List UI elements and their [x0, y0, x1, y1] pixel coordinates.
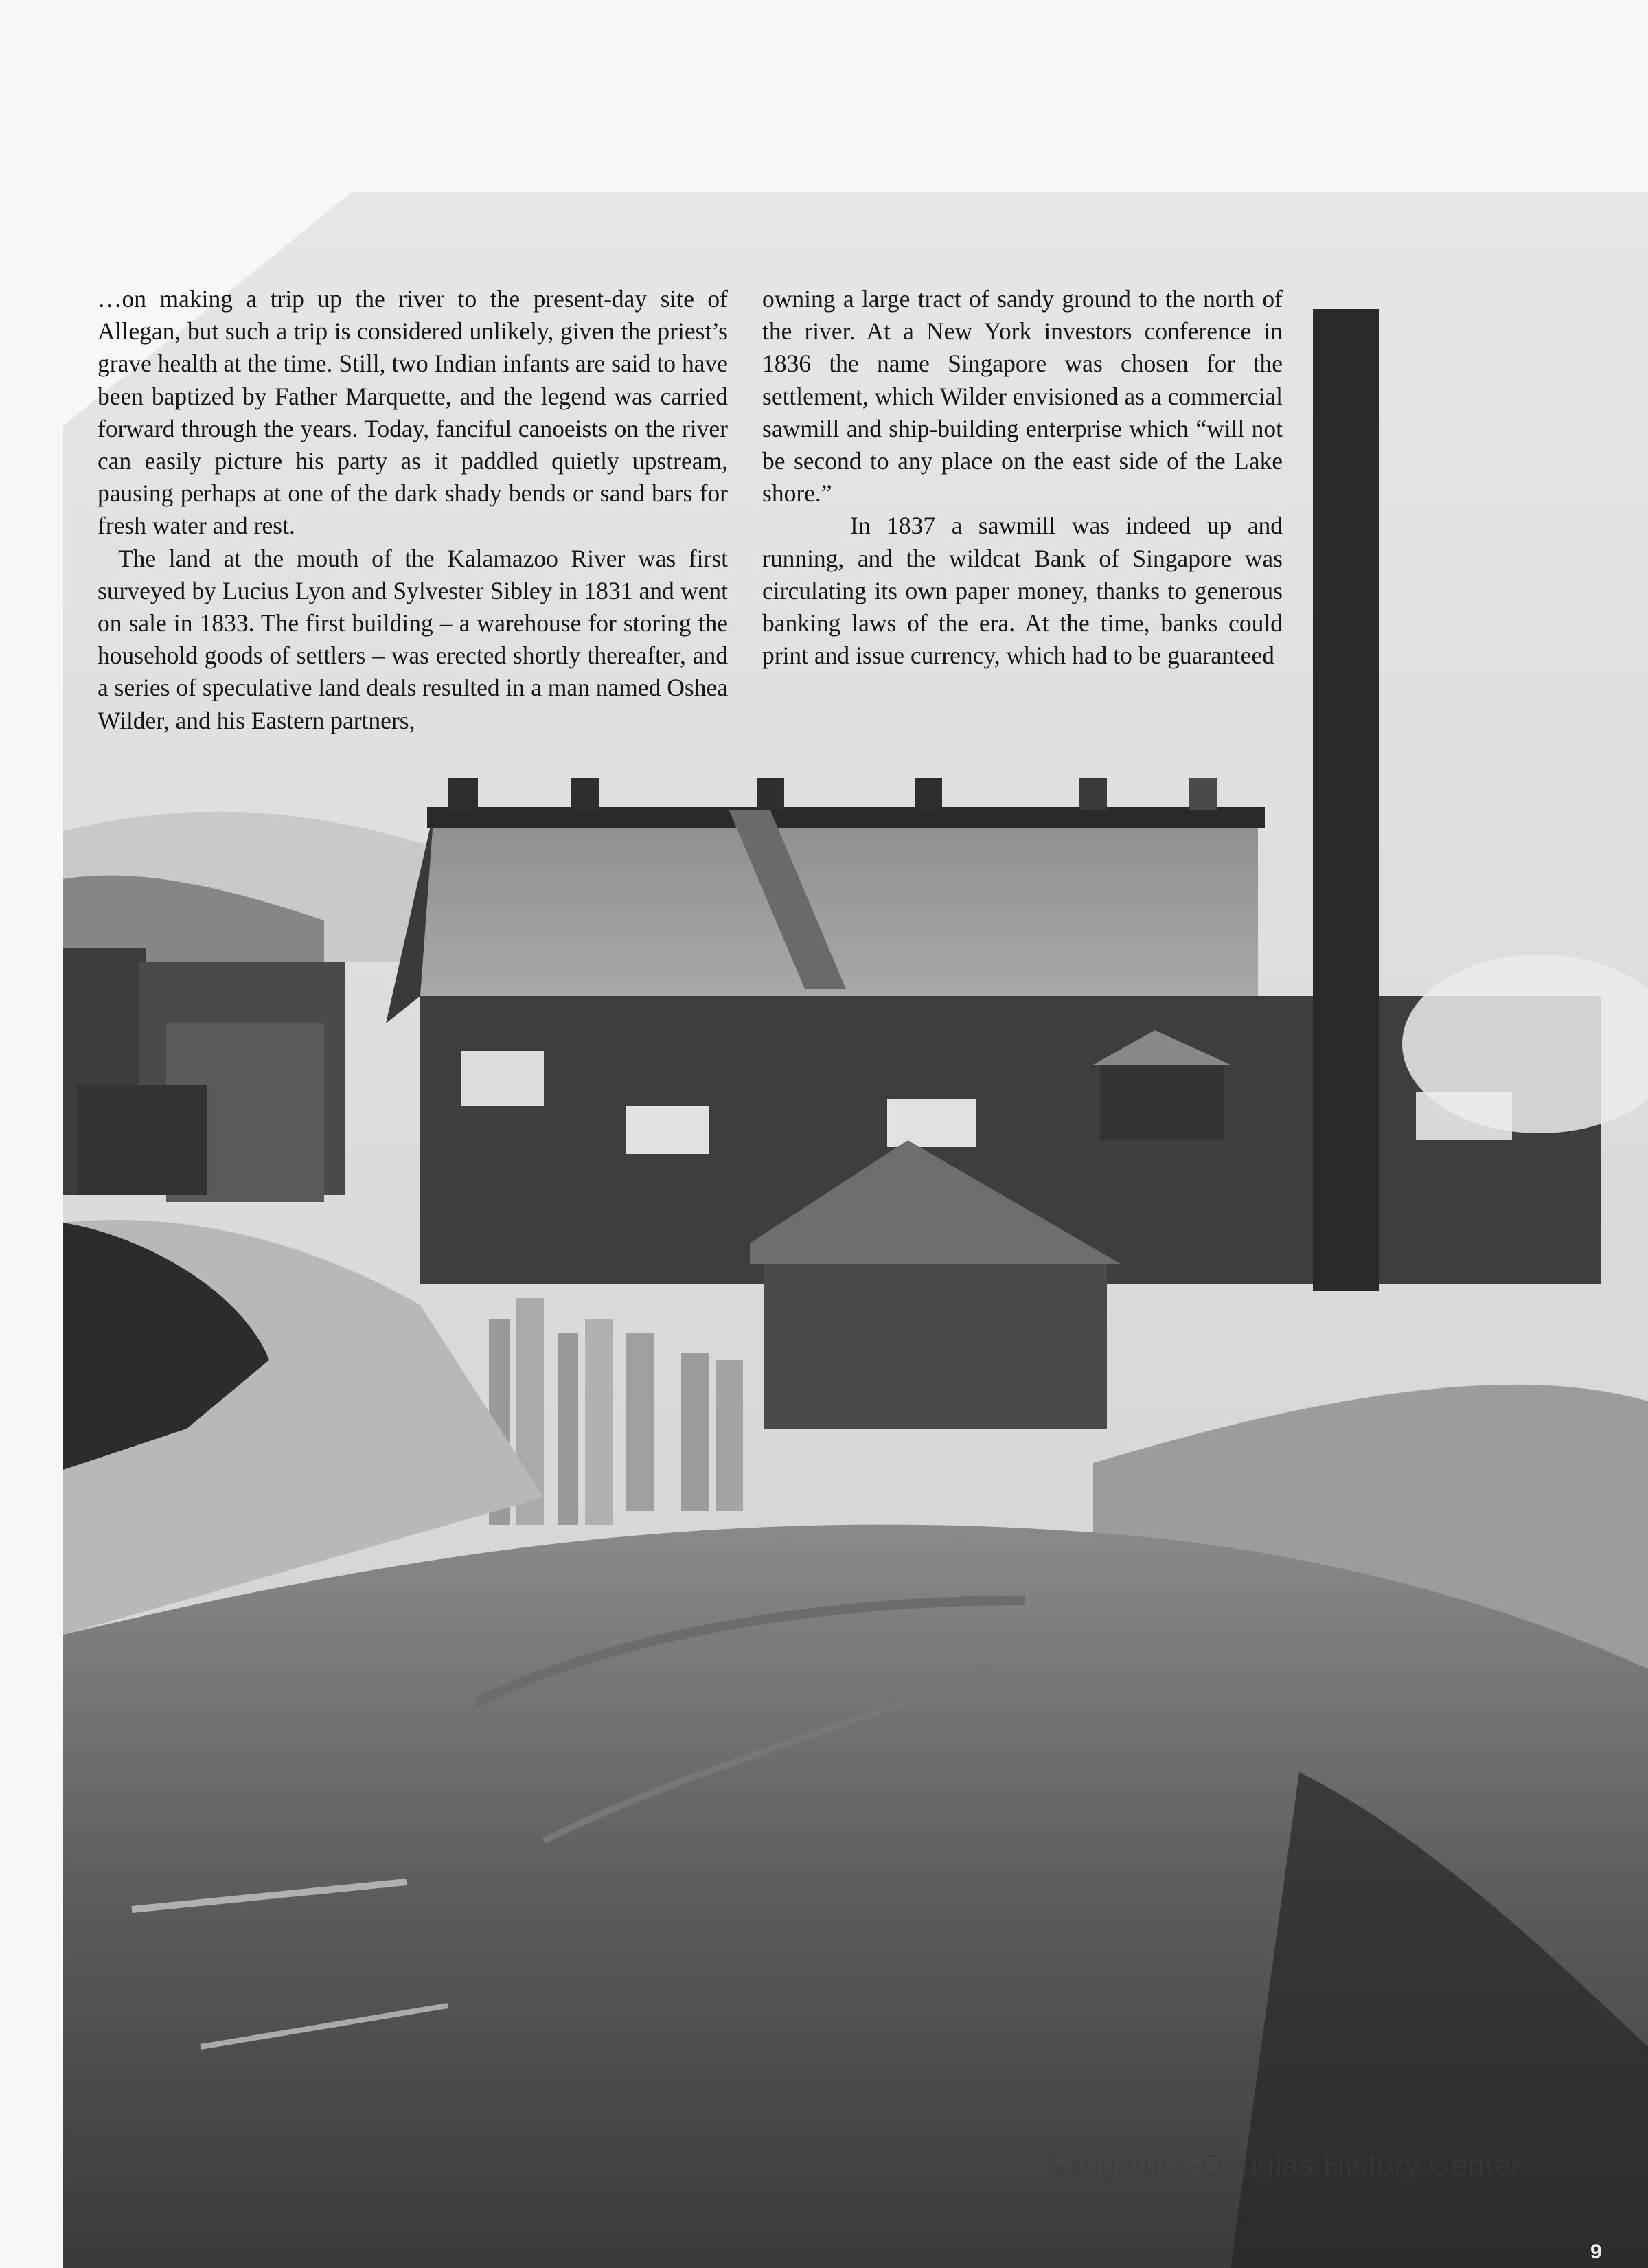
- watermark-text: Saugatuck-Douglas History Center: [1045, 2148, 1522, 2182]
- paragraph: owning a large tract of sandy ground to the north of the river. At a New York investors conference in 1836 the name Singapore was chosen for the settlement, which Wilder envisioned as a commercial sawmill and ship-building enterprise which “will not be second to any place on the east side of the Lake shore.”: [762, 285, 1283, 508]
- article-column-left: [98, 283, 728, 737]
- paragraph: …on making a trip up the river to the present-day site of Allegan, but such a trip is considered unlikely, given the priest’s grave health at the time. Still, two Indian infants are said to have been baptized by Father Marquette, and the legend was carried forward through the years. Today, fanciful canoeists on the river can easily picture his party as it paddled quietly upstream, pausing perhaps at one of the dark shady bends or sand bars for fresh water and rest.: [98, 285, 728, 540]
- paragraph: The land at the mouth of the Kalamazoo River was first surveyed by Lucius Lyon and Sylvester Sibley in 1831 and went on sale in 1833. The first building – a warehouse for storing the household goods of settlers – was erected shortly thereafter, and a series of speculative land deals resulted in a man named Oshea Wilder, and his Eastern partners,: [98, 544, 728, 734]
- page-number: 9: [1590, 2241, 1602, 2263]
- article-column-right: [762, 283, 1283, 672]
- paragraph: In 1837 a sawmill was indeed up and running, and the wildcat Bank of Singapore was circulating its own paper money, thanks to generous banking laws of the era. At the time, banks could print and issue currency, which had to be guaranteed: [762, 512, 1283, 670]
